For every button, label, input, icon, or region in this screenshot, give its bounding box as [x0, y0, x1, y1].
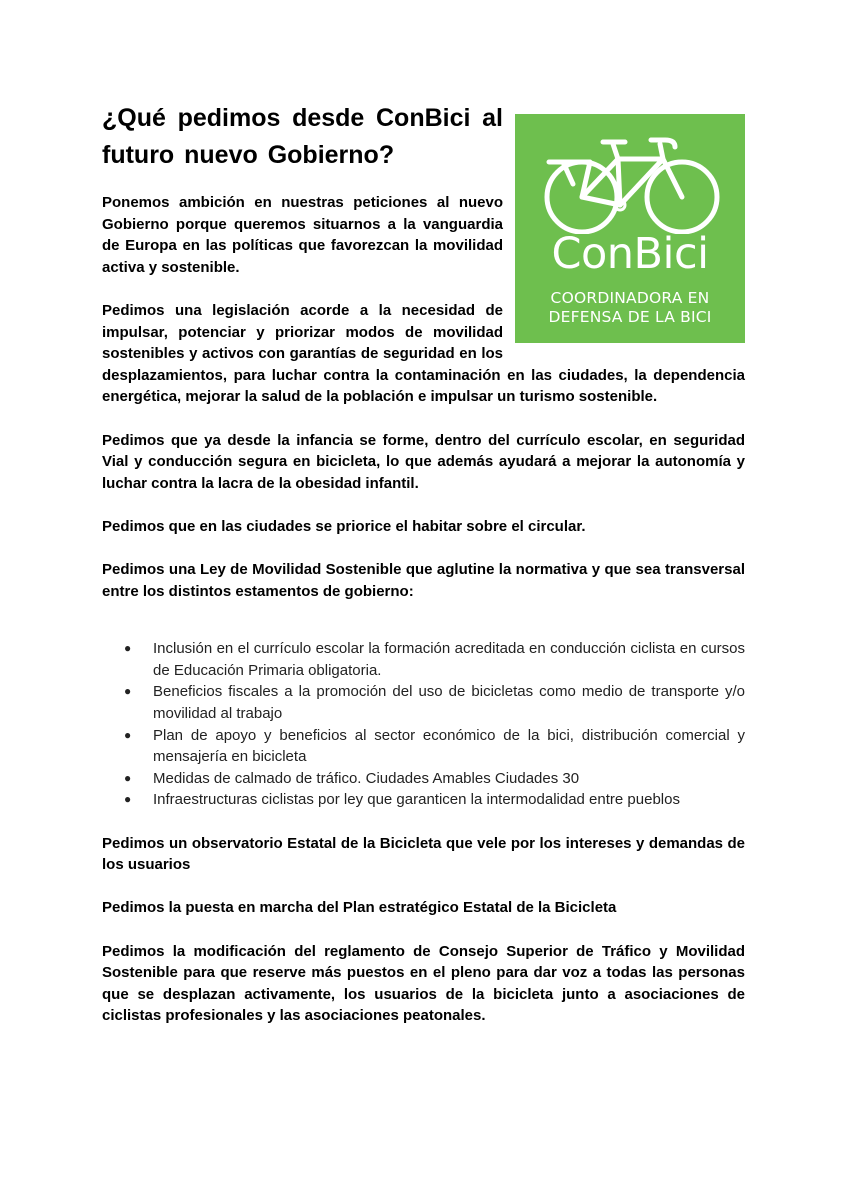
logo-subtitle-line2: DEFENSA DE LA BICI	[548, 308, 712, 326]
list-item-text: Plan de apoyo y beneficios al sector económico de la bici, distribución comercial y mensajería en bicicleta	[153, 726, 745, 766]
list-item	[102, 789, 745, 811]
list-item	[102, 725, 745, 768]
traffic-council-paragraph: Pedimos la modificación del reglamento de Consejo Superior de Tráfico y Movilidad Sostenible para que reserve más puestos en el pleno para dar voz a todas las personas que se desplazan activamente, los usuarios de la bicicleta junto a asociaciones de ciclistas profesionales y las asociaciones peatonales.	[102, 942, 745, 1025]
cities-paragraph: Pedimos que en las ciudades se priorice el habitar sobre el circular.	[102, 517, 586, 535]
logo-subtitle-line1: COORDINADORA EN	[550, 289, 710, 307]
intro-paragraph: Ponemos ambición en nuestras peticiones al nuevo Gobierno porque queremos situarnos a la vanguardia de Europa en las políticas que favorezcan la movilidad activa y sostenible.	[102, 194, 503, 276]
legislation-paragraph: Pedimos una legislación acorde a la necesidad de impulsar, potenciar y priorizar modos de movilidad sostenibles y activos con garantías de seguridad en los desplazamientos, para luchar contra la contaminación en las ciudades, la dependencia energética, mejorar la salud de la población e impulsar un turismo sostenible.	[102, 301, 745, 406]
observatory-paragraph: Pedimos un observatorio Estatal de la Bicicleta que vele por los intereses y demandas de los usuarios	[102, 834, 745, 874]
mobility-law-paragraph: Pedimos una Ley de Movilidad Sostenible que aglutine la normativa y que sea transversal entre los distintos estamentos de gobierno:	[102, 561, 745, 600]
list-item-text: Beneficios fiscales a la promoción del uso de bicicletas como medio de transporte y/o movilidad al trabajo	[153, 683, 745, 723]
bullet-icon: ●	[124, 641, 132, 656]
bullet-icon: ●	[124, 792, 132, 807]
list-item	[102, 681, 745, 724]
document-title: ¿Qué pedimos desde ConBici al futuro nuevo Gobierno?	[102, 104, 503, 169]
document-page	[102, 100, 745, 1027]
list-item-text: Infraestructuras ciclistas por ley que garanticen la intermodalidad entre pueblos	[153, 791, 680, 809]
list-item-text: Medidas de calmado de tráfico. Ciudades Amables Ciudades 30	[153, 769, 580, 787]
bullet-icon: ●	[124, 770, 132, 785]
bullet-icon: ●	[124, 684, 132, 699]
logo-wordmark: ConBici	[551, 229, 709, 279]
list-item	[102, 638, 745, 681]
bullet-icon: ●	[124, 727, 132, 742]
list-item	[102, 768, 745, 790]
bicycle-icon	[515, 114, 745, 234]
strategic-plan-paragraph: Pedimos la puesta en marcha del Plan estratégico Estatal de la Bicicleta	[102, 899, 617, 917]
demands-list	[102, 638, 745, 811]
conbici-logo	[515, 114, 745, 343]
list-item-text: Inclusión en el currículo escolar la formación acreditada en conducción ciclista en cursos de Educación Primaria obligatoria.	[153, 640, 745, 679]
education-paragraph: Pedimos que ya desde la infancia se forme, dentro del currículo escolar, en seguridad Vial y conducción segura en bicicleta, lo que además ayudará a mejorar la autonomía y luchar contra la lacra de la obesidad infantil.	[102, 431, 745, 492]
